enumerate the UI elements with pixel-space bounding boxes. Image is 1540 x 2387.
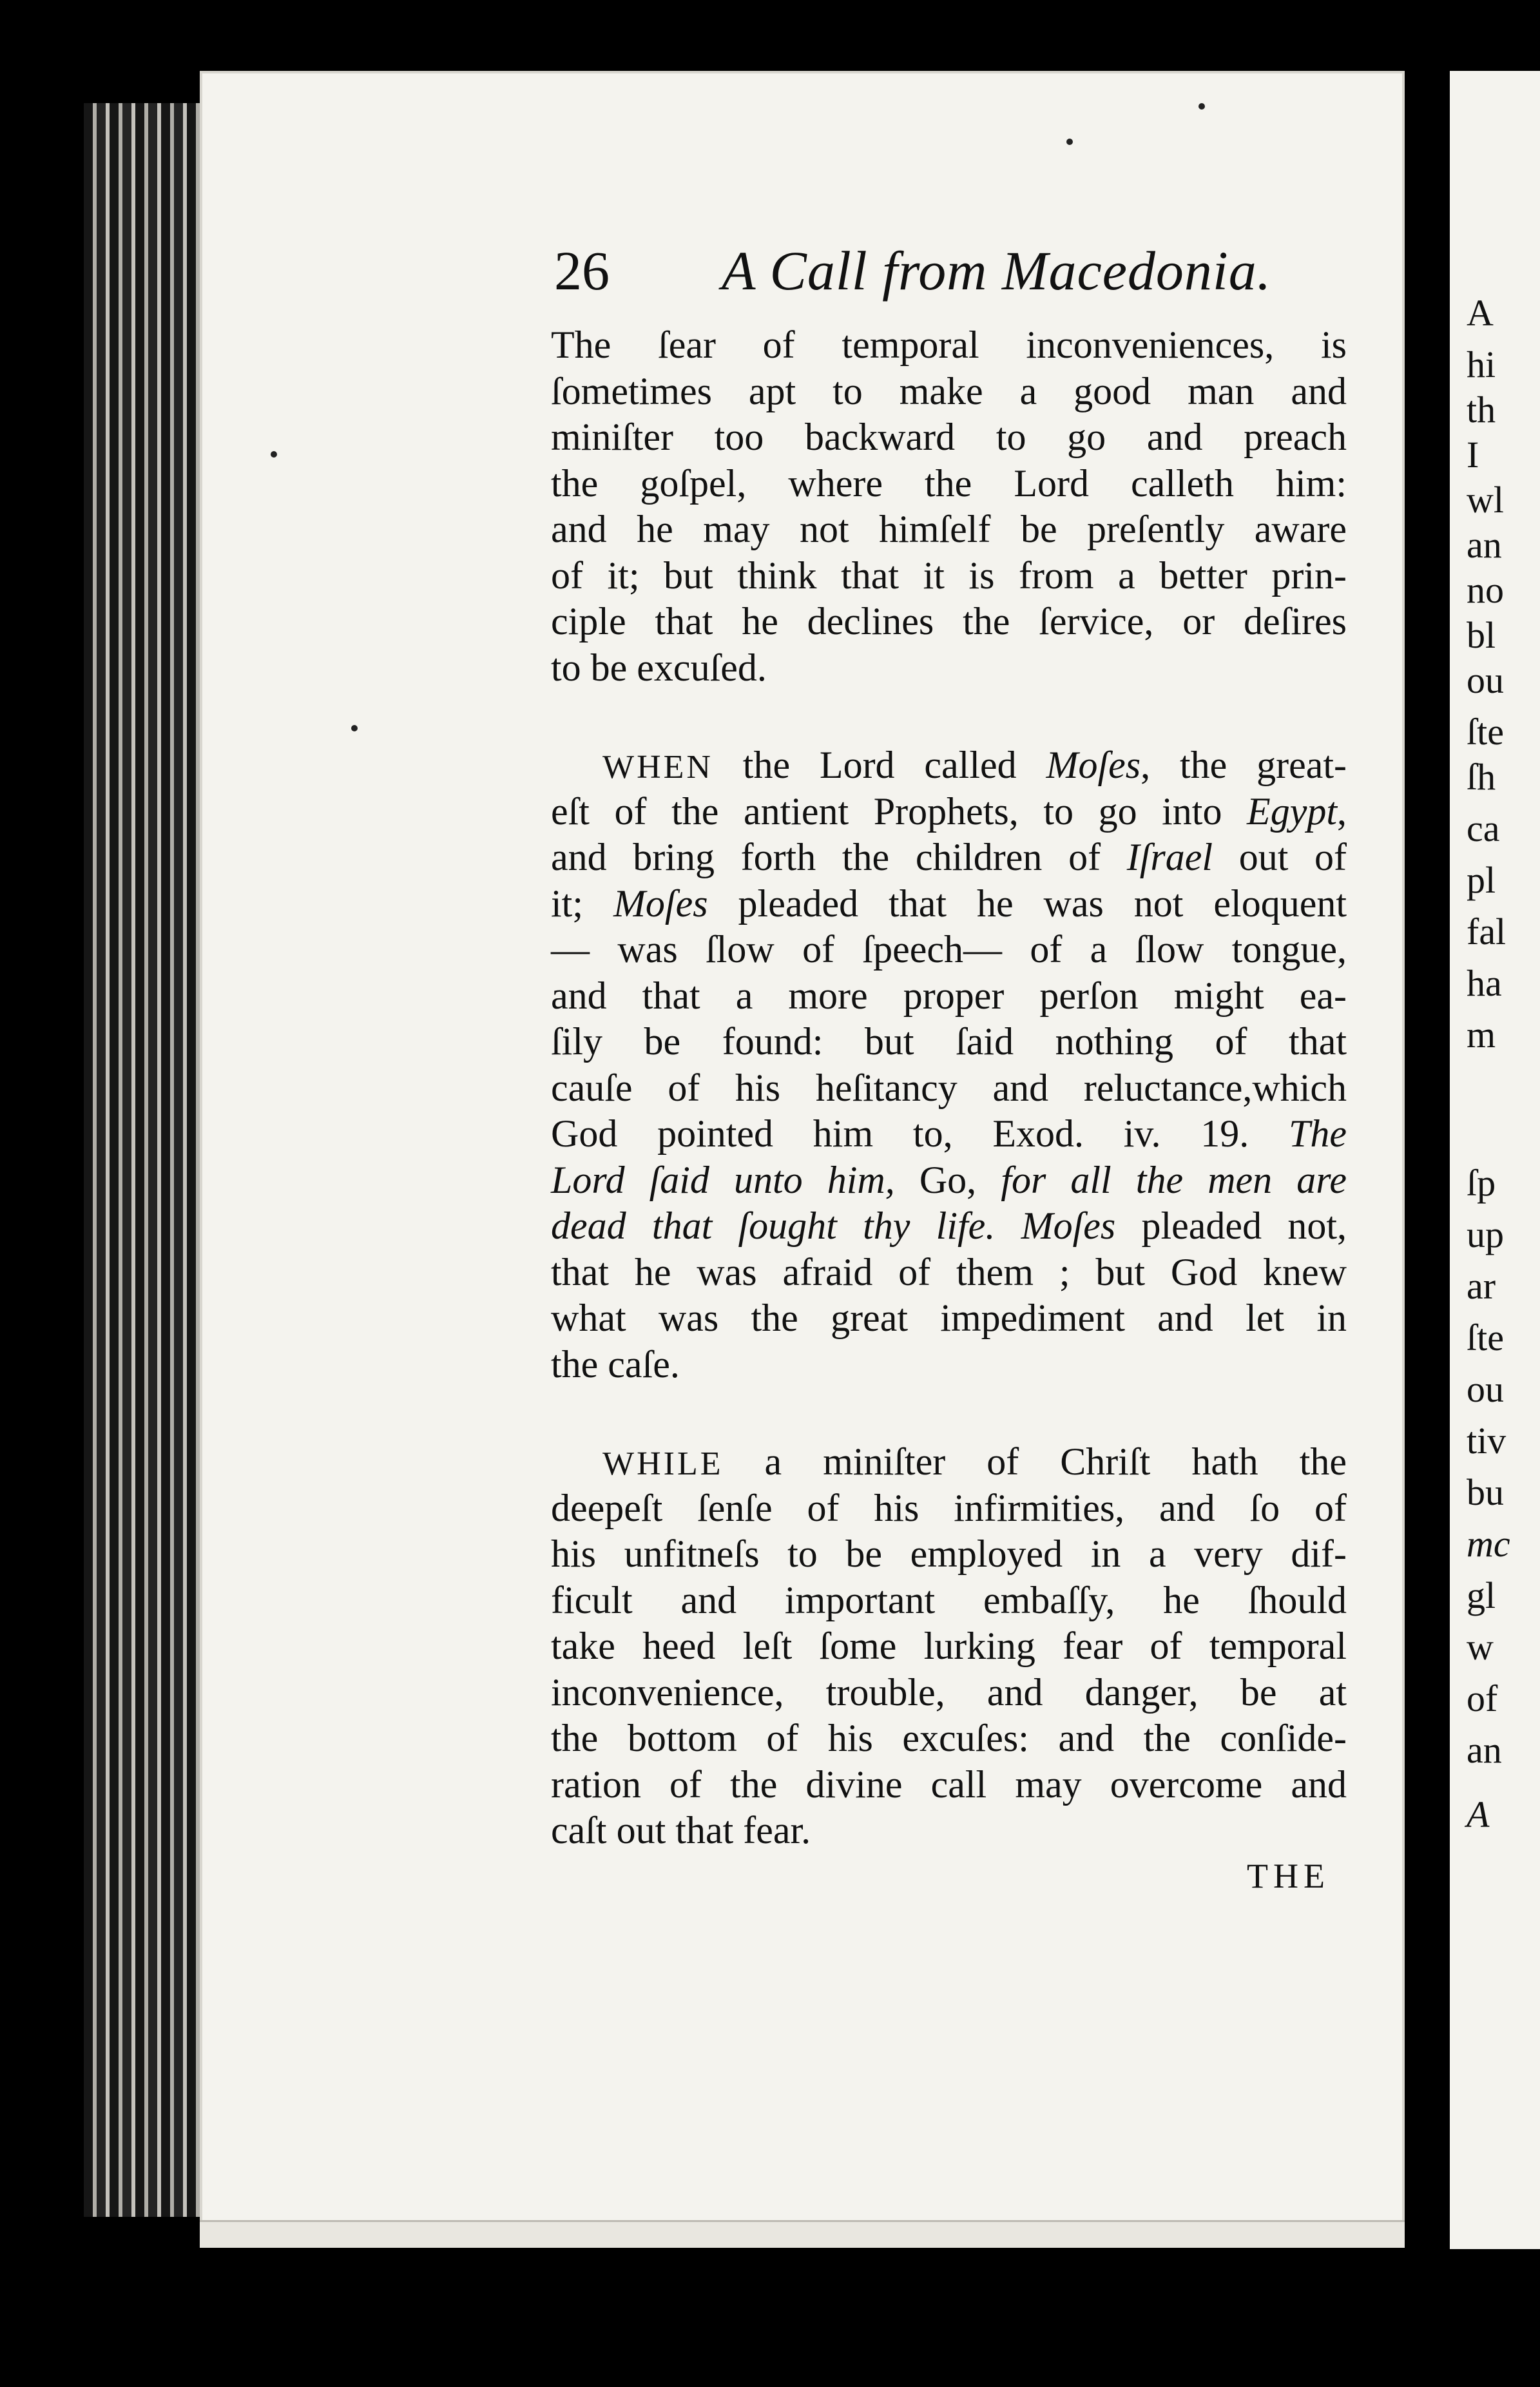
text-line: the goſpel, where the Lord calleth him: <box>551 461 1347 505</box>
text-line: and he may not himſelf be preſently aware <box>551 508 1347 550</box>
text-run: pleaded not, <box>1115 1204 1347 1247</box>
facing-page-text: ha <box>1467 962 1502 1004</box>
facing-page-text: mc <box>1467 1523 1510 1565</box>
text-line: ſily be found: but ſaid nothing of that <box>551 1020 1347 1063</box>
text-line <box>551 881 1347 927</box>
facing-page-text: no <box>1467 569 1504 611</box>
facing-page-text: up <box>1467 1213 1504 1255</box>
text-line: take heed leſt ſome lurking fear of temporal <box>551 1625 1347 1667</box>
italic-run: The <box>1289 1112 1347 1155</box>
text-line: and that a more proper perſon might ea- <box>551 974 1347 1017</box>
text-run: pleaded that he was not eloquent <box>707 882 1347 925</box>
text-line <box>551 1157 1347 1204</box>
text-line: caſt out that fear. <box>551 1809 811 1851</box>
facing-page-text: ſte <box>1467 1317 1504 1358</box>
page-header <box>554 238 1276 303</box>
facing-page-text: an <box>1467 1729 1502 1771</box>
facing-page-text: an <box>1467 524 1502 566</box>
text-line: the caſe. <box>551 1342 680 1386</box>
text-line <box>551 835 1347 881</box>
facing-page-text: w <box>1467 1626 1494 1668</box>
facing-page-text: hi <box>1467 343 1496 385</box>
facing-page-text: ſh <box>1467 756 1496 798</box>
ink-speck <box>1198 103 1205 110</box>
facing-page-text: A <box>1467 292 1494 334</box>
facing-page-text: ou <box>1467 1368 1504 1410</box>
text-line: The ſear of temporal inconveniences, is <box>551 324 1347 366</box>
facing-page-text: th <box>1467 389 1496 430</box>
facing-page-text: ſte <box>1467 711 1504 753</box>
running-title: A Call from Macedonia. <box>722 240 1272 302</box>
text-run: , the great- <box>1141 744 1347 786</box>
facing-page-text: ſp <box>1467 1162 1496 1204</box>
italic-run: for all the men are <box>976 1158 1347 1201</box>
facing-page-text: of <box>1467 1677 1498 1719</box>
ink-speck <box>1066 139 1073 145</box>
text-line: ſometimes apt to make a good man and <box>551 369 1347 412</box>
text-line: ciple that he declines the ſervice, or deſires <box>551 600 1347 643</box>
body-text <box>551 322 1347 1906</box>
text-line: miniſter too backward to go and preach <box>551 416 1347 458</box>
facing-page-text: tiv <box>1467 1420 1506 1462</box>
italic-run: Lord ſaid unto him, <box>551 1158 919 1201</box>
paragraph-2 <box>551 742 1347 1387</box>
text-line: that he was afraid of them ; but God knew <box>551 1250 1347 1293</box>
text-line: what was the great impediment and let in <box>551 1297 1347 1339</box>
text-run: , <box>1337 789 1347 833</box>
text-line: his unfitneſs to be employed in a very dif- <box>551 1532 1347 1575</box>
italic-run: Moſes <box>1021 1204 1116 1247</box>
text-run: eſt of the antient Prophets, to go into <box>551 789 1247 833</box>
italic-run: Iſrael <box>1126 836 1213 878</box>
text-line <box>551 1111 1347 1157</box>
paragraph-3 <box>551 1439 1347 1854</box>
text-line: inconvenience, trouble, and danger, be at <box>551 1670 1347 1714</box>
small-caps-word: WHEN <box>602 749 713 786</box>
text-line: ration of the divine call may overcome and <box>551 1763 1347 1806</box>
italic-run: Moſes <box>1046 744 1141 786</box>
text-run: Go, <box>919 1158 977 1201</box>
text-line <box>551 1439 1347 1485</box>
facing-page-text: A <box>1467 1793 1490 1835</box>
text-line: of it; but think that it is from a better prin- <box>551 554 1347 597</box>
text-line: — was ſlow of ſpeech— of a ſlow tongue, <box>551 928 1347 971</box>
facing-page-text: ou <box>1467 659 1504 701</box>
italic-run: Egypt <box>1247 789 1337 833</box>
facing-page-text: fal <box>1467 911 1506 952</box>
catchword: THE <box>1247 1857 1330 1895</box>
text-line: the bottom of his excuſes: and the conſide- <box>551 1717 1347 1759</box>
facing-page-text: gl <box>1467 1574 1496 1616</box>
facing-page-text: bl <box>1467 614 1496 656</box>
ink-speck <box>351 725 358 731</box>
facing-page-text: pl <box>1467 859 1496 901</box>
text-line: cauſe of his heſitancy and reluctance,which <box>551 1066 1347 1109</box>
text-run: it; <box>551 882 613 925</box>
facing-page-text: bu <box>1467 1471 1504 1513</box>
text-line: ficult and important embaſſy, he ſhould <box>551 1578 1347 1621</box>
facing-page-text: ca <box>1467 807 1500 849</box>
ink-speck <box>271 451 277 458</box>
text-line: to be excuſed. <box>551 646 767 689</box>
book-page-edges <box>84 103 213 2217</box>
facing-page-text: m <box>1467 1014 1496 1056</box>
text-run: God pointed him to, Exod. iv. 19. <box>551 1112 1289 1155</box>
facing-page-text: I <box>1467 434 1479 476</box>
text-line <box>551 789 1347 835</box>
italic-run: dead that ſought thy life. <box>551 1204 996 1247</box>
facing-page-text: wl <box>1467 479 1504 521</box>
facing-page-text: ar <box>1467 1265 1496 1307</box>
paragraph-1 <box>551 322 1347 691</box>
page-number: 26 <box>554 240 610 302</box>
text-line <box>551 1203 1347 1250</box>
text-run: the Lord called <box>713 744 1046 786</box>
text-line <box>551 742 1347 789</box>
text-line: deepeſt ſenſe of his infirmities, and ſo of <box>551 1486 1347 1529</box>
facing-page-fragment <box>1450 71 1540 2249</box>
italic-run: Moſes <box>613 882 708 925</box>
text-run: a miniſter of Chriſt hath the <box>723 1440 1347 1483</box>
text-run: out of <box>1213 836 1347 878</box>
small-caps-word: WHILE <box>602 1445 724 1482</box>
text-run: and bring forth the children of <box>551 836 1127 878</box>
page-bottom-edge <box>200 2220 1405 2248</box>
text-run <box>995 1204 1021 1247</box>
